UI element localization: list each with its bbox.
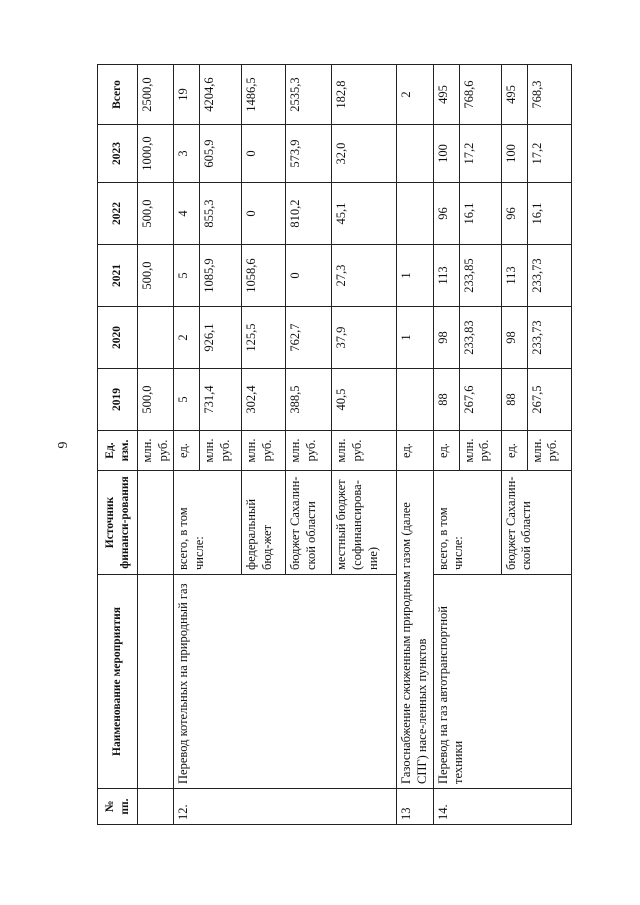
- cell-2023: 17,2: [459, 125, 501, 183]
- cell-total: 19: [174, 65, 200, 125]
- cell-name: Перевод на газ автотранспортной техники: [433, 575, 571, 789]
- cell-2021: 113: [433, 245, 459, 307]
- cell-2021: 233,85: [459, 245, 501, 307]
- cell-unit: млн. руб.: [200, 431, 242, 471]
- cell-no: 13: [397, 789, 433, 825]
- cell-2020: 762,7: [286, 307, 332, 369]
- cell-2023: 32,0: [332, 125, 397, 183]
- header-cell-2021: 2021: [98, 245, 138, 307]
- cell-2022: 96: [433, 183, 459, 245]
- cell-2019: 267,5: [527, 369, 571, 431]
- cell-total: 4204,6: [200, 65, 242, 125]
- header-cell-2022: 2022: [98, 183, 138, 245]
- table-row: [138, 65, 174, 825]
- cell-name: [138, 575, 174, 789]
- cell-2023: 0: [242, 125, 286, 183]
- cell-2020: 1: [397, 307, 433, 369]
- cell-source: бюджет Сахалин-ской области: [501, 471, 571, 575]
- cell-no: [138, 789, 174, 825]
- cell-2023: 605,9: [200, 125, 242, 183]
- header-cell-no: № пп.: [98, 789, 138, 825]
- cell-total: 182,8: [332, 65, 397, 125]
- page-number: 6: [54, 441, 69, 449]
- cell-2023: 100: [501, 125, 527, 183]
- cell-total: 2535,3: [286, 65, 332, 125]
- cell-unit: ед.: [501, 431, 527, 471]
- cell-2021: 1058,6: [242, 245, 286, 307]
- cell-source: бюджет Сахалин-ской области: [286, 471, 332, 575]
- cell-2023: 17,2: [527, 125, 571, 183]
- cell-2021: 1: [397, 245, 433, 307]
- cell-name: Перевод котельных на природный газ: [174, 575, 397, 789]
- cell-2023: [397, 125, 433, 183]
- cell-source: всего, в том числе:: [433, 471, 501, 575]
- cell-2022: 16,1: [459, 183, 501, 245]
- cell-unit: млн. руб.: [286, 431, 332, 471]
- table-row: [174, 65, 200, 825]
- table-row: [397, 65, 433, 825]
- cell-2020: 2: [174, 307, 200, 369]
- cell-unit: млн. руб.: [332, 431, 397, 471]
- cell-2019: 388,5: [286, 369, 332, 431]
- cell-2023: 1000,0: [138, 125, 174, 183]
- cell-unit: млн. руб.: [242, 431, 286, 471]
- cell-2022: 0: [242, 183, 286, 245]
- header-cell-total: Всего: [98, 65, 138, 125]
- cell-source: всего, в том числе:: [174, 471, 242, 575]
- cell-source: федеральный бюд-жет: [242, 471, 286, 575]
- table-row: [433, 65, 459, 825]
- cell-no: 12.: [174, 789, 397, 825]
- cell-name: Газоснабжение сжиженным природным газом (далее СПГ) насе-ленных пунктов: [397, 471, 433, 789]
- cell-2020: 125,5: [242, 307, 286, 369]
- cell-2021: 27,3: [332, 245, 397, 307]
- cell-2022: [397, 183, 433, 245]
- cell-2020: [138, 307, 174, 369]
- header-cell-unit: Ед. изм.: [98, 431, 138, 471]
- cell-unit: ед.: [397, 431, 433, 471]
- cell-2020: 926,1: [200, 307, 242, 369]
- cell-total: 2: [397, 65, 433, 125]
- cell-2021: 113: [501, 245, 527, 307]
- cell-unit: ед.: [433, 431, 459, 471]
- cell-2020: 233,83: [459, 307, 501, 369]
- cell-2019: 40,5: [332, 369, 397, 431]
- cell-2019: 88: [433, 369, 459, 431]
- cell-2022: 500,0: [138, 183, 174, 245]
- cell-2019: [397, 369, 433, 431]
- cell-2019: 267,6: [459, 369, 501, 431]
- cell-2020: 98: [501, 307, 527, 369]
- cell-2023: 3: [174, 125, 200, 183]
- header-cell-2020: 2020: [98, 307, 138, 369]
- cell-2023: 100: [433, 125, 459, 183]
- cell-total: 768,6: [459, 65, 501, 125]
- cell-source: местный бюджет (софинансирова-ние): [332, 471, 397, 575]
- financing-table: [97, 64, 572, 825]
- cell-2021: 1085,9: [200, 245, 242, 307]
- cell-unit: ед.: [174, 431, 200, 471]
- cell-2021: 0: [286, 245, 332, 307]
- cell-2022: 4: [174, 183, 200, 245]
- cell-2021: 500,0: [138, 245, 174, 307]
- cell-2021: 5: [174, 245, 200, 307]
- cell-2023: 573,9: [286, 125, 332, 183]
- cell-2020: 98: [433, 307, 459, 369]
- cell-2019: 88: [501, 369, 527, 431]
- cell-unit: млн. руб.: [459, 431, 501, 471]
- cell-2022: 96: [501, 183, 527, 245]
- header-row: [98, 65, 138, 825]
- cell-total: 495: [433, 65, 459, 125]
- cell-2022: 45,1: [332, 183, 397, 245]
- header-cell-name: Наименование мероприятия: [98, 575, 138, 789]
- header-cell-2023: 2023: [98, 125, 138, 183]
- cell-2019: 302,4: [242, 369, 286, 431]
- cell-total: 2500,0: [138, 65, 174, 125]
- cell-total: 495: [501, 65, 527, 125]
- cell-2019: 500,0: [138, 369, 174, 431]
- header-cell-source: Источник финанси-рования: [98, 471, 138, 575]
- cell-unit: млн. руб.: [138, 431, 174, 471]
- cell-2021: 233,73: [527, 245, 571, 307]
- cell-2020: 37,9: [332, 307, 397, 369]
- cell-unit: млн. руб.: [527, 431, 571, 471]
- cell-2019: 731,4: [200, 369, 242, 431]
- cell-source: [138, 471, 174, 575]
- cell-total: 768,3: [527, 65, 571, 125]
- cell-no: 14.: [433, 789, 571, 825]
- cell-2020: 233,73: [527, 307, 571, 369]
- cell-2019: 5: [174, 369, 200, 431]
- cell-total: 1486,5: [242, 65, 286, 125]
- cell-2022: 855,3: [200, 183, 242, 245]
- cell-2022: 16,1: [527, 183, 571, 245]
- rotated-table-container: [97, 65, 560, 825]
- cell-2022: 810,2: [286, 183, 332, 245]
- header-cell-2019: 2019: [98, 369, 138, 431]
